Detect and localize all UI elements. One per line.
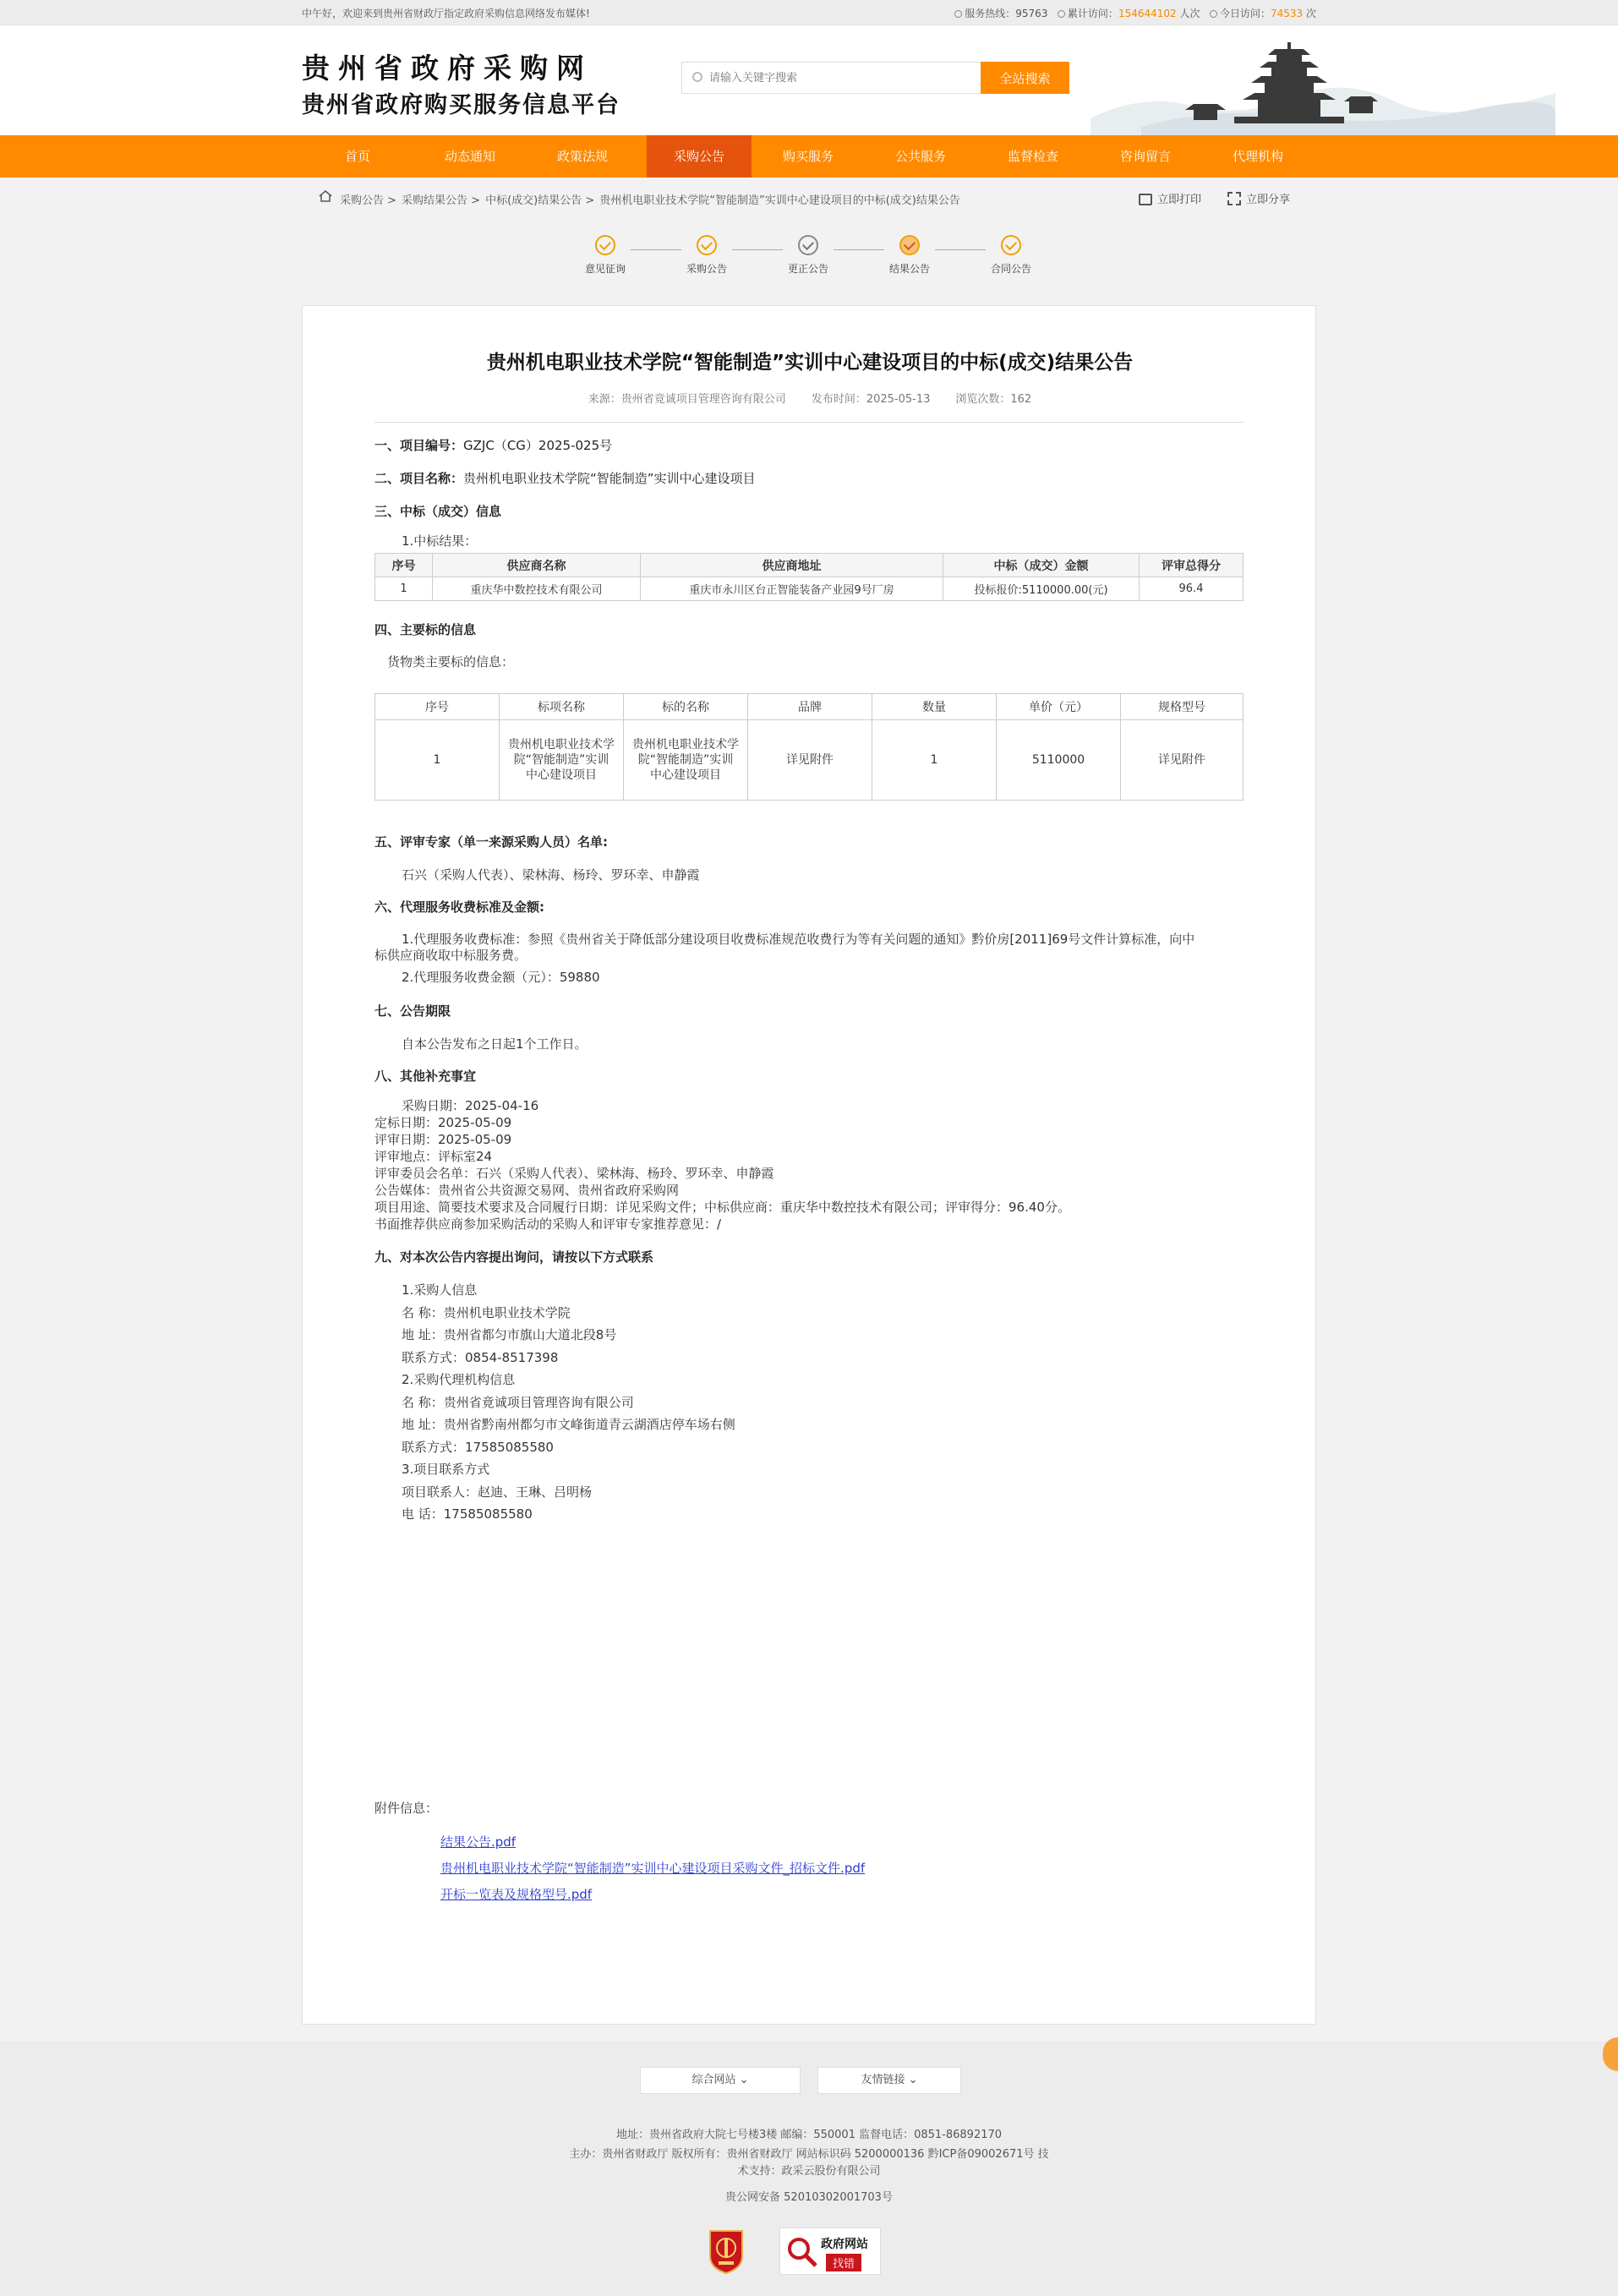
nav-supervision[interactable]: 监督检查 (1007, 149, 1058, 164)
table-cell: 1 (375, 720, 500, 801)
phone-icon (954, 10, 962, 18)
total-visits-label: 累计访问： (1067, 8, 1118, 19)
contact-line: 项目联系人：赵迪、王琳、吕明杨 (402, 1484, 593, 1500)
table-cell: 详见附件 (748, 720, 872, 801)
contact-line: 1.采购人信息 (402, 1282, 478, 1298)
extra-line: 评审地点：评标室24 (374, 1149, 493, 1164)
check-icon (697, 235, 717, 255)
select-label: 友情链接 (861, 2074, 905, 2086)
project-name: 贵州机电职业技术学院“智能制造”实训中心建设项目 (463, 471, 756, 486)
search-box (681, 62, 981, 94)
table-header: 单价（元） (997, 694, 1121, 720)
today-icon (1210, 10, 1217, 18)
table-cell: 1 (872, 720, 997, 801)
step-contract[interactable] (981, 235, 1041, 276)
main-nav (0, 135, 1618, 178)
attachments-label: 附件信息： (374, 1801, 439, 1816)
check-icon (1001, 235, 1021, 255)
section-heading: 九、对本次公告内容提出询问，请按以下方式联系 (374, 1249, 654, 1265)
step-connector (631, 249, 681, 250)
today-visits-label: 今日访问： (1219, 8, 1271, 19)
contact-line: 地 址：贵州省都匀市旗山大道北段8号 (402, 1327, 617, 1342)
section-experts (374, 833, 608, 850)
extra-line: 书面推荐供应商参加采购活动的采购人和评审专家推荐意见：/ (374, 1216, 722, 1232)
step-connector (834, 249, 884, 250)
chevron-down-icon: ⌄ (739, 2074, 749, 2086)
section-heading: 三、中标（成交）信息 (374, 504, 502, 519)
step-announcement[interactable] (677, 235, 736, 276)
table-header-row (375, 694, 1244, 720)
article-title: 贵州机电职业技术学院“智能制造”实训中心建设项目的中标(成交)结果公告 (486, 352, 1134, 374)
nav-home[interactable]: 首页 (344, 149, 370, 164)
attachment-link[interactable]: 结果公告.pdf (440, 1834, 517, 1850)
check-icon (798, 235, 818, 255)
comprehensive-sites-select[interactable] (640, 2067, 801, 2094)
section-award-info (374, 502, 501, 520)
step-connector (732, 249, 783, 250)
table-cell: 贵州机电职业技术学院“智能制造”实训中心建设项目 (500, 720, 624, 801)
top-bar (0, 0, 1618, 25)
table-cell: 重庆华中数控技术有限公司 (433, 577, 641, 601)
section-heading: 四、主要标的信息 (374, 622, 477, 637)
extra-line: 采购日期：2025-04-16 (402, 1098, 539, 1113)
qrcode-icon (1227, 192, 1241, 205)
nav-public[interactable]: 公共服务 (894, 149, 946, 164)
site-logo-title[interactable]: 贵州省政府采购网 (302, 52, 593, 85)
table-row (375, 720, 1244, 801)
table-row (375, 577, 1244, 601)
table-header: 评审总得分 (1140, 554, 1244, 577)
process-steps (0, 235, 1618, 286)
table-header: 中标（成交）金额 (943, 554, 1140, 577)
article-date: 发布时间：2025-05-13 (811, 393, 931, 406)
magnifier-icon (785, 2235, 819, 2269)
breadcrumb-award[interactable]: 中标(成交)结果公告 > (485, 194, 595, 207)
step-correction[interactable] (779, 235, 838, 276)
attachment-link[interactable]: 贵州机电职业技术学院“智能制造”实训中心建设项目采购文件_招标文件.pdf (440, 1861, 866, 1876)
contact-line: 3.项目联系方式 (402, 1462, 490, 1477)
nav-services[interactable]: 购买服务 (782, 149, 834, 164)
contact-line: 电 话：17585085580 (402, 1506, 533, 1522)
step-label: 更正公告 (787, 263, 828, 275)
fee-amount: 2.代理服务收费金额（元）：59880 (402, 970, 600, 985)
total-visits: 154644102 (1118, 8, 1177, 19)
chart-icon (1058, 10, 1065, 18)
badge-subtitle: 找错 (826, 2254, 861, 2271)
table-cell: 5110000 (997, 720, 1121, 801)
friend-links-select[interactable] (817, 2067, 961, 2094)
section-extra (374, 1067, 476, 1085)
table-cell: 96.4 (1140, 577, 1244, 601)
search-button[interactable]: 全站搜索 (981, 62, 1069, 94)
extra-line: 评审委员会名单：石兴（采购人代表）、梁林海、杨玲、罗环幸、申静霞 (374, 1166, 774, 1181)
section-heading: 二、项目名称： (374, 471, 464, 486)
breadcrumb (302, 179, 1316, 216)
contact-line: 名 称：贵州机电职业技术学院 (402, 1305, 571, 1320)
table-header: 序号 (375, 554, 433, 577)
table-header: 标的名称 (624, 694, 748, 720)
extra-line: 评审日期：2025-05-09 (374, 1132, 512, 1147)
step-label: 结果公告 (888, 263, 930, 275)
party-government-emblem[interactable] (707, 2228, 746, 2275)
table-header: 供应商地址 (641, 554, 943, 577)
table-cell: 详见附件 (1121, 720, 1244, 801)
breadcrumb-current: 贵州机电职业技术学院“智能制造”实训中心建设项目的中标(成交)结果公告 (599, 194, 960, 207)
search-icon (692, 72, 702, 82)
chevron-down-icon: ⌄ (908, 2074, 918, 2086)
check-icon (899, 235, 920, 255)
article-views: 浏览次数：162 (955, 393, 1032, 406)
section-project-number (374, 436, 612, 454)
today-visits-unit: 次 (1305, 8, 1316, 19)
experts-list: 石兴（采购人代表）、梁林海、杨玲、罗环幸、申静霞 (402, 867, 700, 883)
divider (374, 422, 1244, 423)
print-label: 立即打印 (1157, 194, 1202, 206)
goods-label: 货物类主要标的信息： (387, 654, 515, 670)
nav-policy[interactable]: 政策法规 (556, 149, 608, 164)
attachment-link[interactable]: 开标一览表及规格型号.pdf (440, 1887, 593, 1902)
section-period (374, 1002, 451, 1020)
extra-line: 公告媒体：贵州省公共资源交易网、贵州省政府采购网 (374, 1183, 680, 1198)
contact-line: 联系方式：17585085580 (402, 1440, 554, 1455)
footer-police: 贵公网安备 52010302001703号 (725, 2191, 893, 2204)
today-visits: 74533 (1270, 8, 1304, 19)
article-meta (303, 390, 1317, 406)
section-main-items (374, 620, 476, 638)
badge-title: 政府网站 (821, 2238, 868, 2251)
section-contacts (374, 1248, 653, 1266)
award-table (374, 553, 1244, 601)
hotline-number: 95763 (1015, 8, 1048, 19)
share-label: 立即分享 (1246, 194, 1291, 206)
contact-line: 联系方式：0854-8517398 (402, 1350, 559, 1365)
table-header: 序号 (375, 694, 500, 720)
home-icon[interactable] (319, 190, 332, 202)
table-cell: 重庆市永川区台正智能装备产业园9号厂房 (641, 577, 943, 601)
nav-procurement[interactable]: 采购公告 (647, 135, 752, 178)
print-button[interactable] (1139, 190, 1201, 206)
nav-agencies[interactable]: 代理机构 (1232, 149, 1283, 164)
article-card (302, 305, 1316, 2025)
table-header-row (375, 554, 1244, 577)
website-error-report-badge[interactable] (779, 2228, 881, 2275)
footer-tech: 术支持：政采云股份有限公司 (737, 2165, 881, 2178)
step-label: 意见征询 (584, 263, 626, 275)
site-footer (0, 2042, 1618, 2296)
pagoda-illustration (1091, 25, 1555, 135)
contact-line: 名 称：贵州省竟诚项目管理咨询有限公司 (402, 1395, 634, 1410)
contact-line: 地 址：贵州省黔南州都匀市文峰街道青云湖酒店停车场右侧 (402, 1417, 735, 1432)
select-label: 综合网站 (691, 2074, 736, 2086)
site-logo-subtitle[interactable]: 贵州省政府购买服务信息平台 (302, 92, 620, 118)
footer-address: 地址：贵州省政府大院七号楼3楼 邮编：550001 监督电话：0851-86892170 (615, 2129, 1003, 2141)
section-heading: 七、公告期限 (374, 1003, 451, 1019)
contact-line: 2.采购代理机构信息 (402, 1372, 516, 1387)
hotline-label: 服务热线： (965, 8, 1016, 19)
visit-stats (954, 6, 1316, 20)
table-header: 数量 (872, 694, 997, 720)
breadcrumb-results[interactable]: 采购结果公告 > (402, 194, 481, 207)
section-fees (374, 898, 544, 916)
printer-icon (1139, 194, 1152, 205)
step-result[interactable] (880, 235, 939, 276)
section-heading: 六、代理服务收费标准及金额: (374, 899, 544, 915)
section-heading: 八、其他补充事宜 (374, 1069, 477, 1084)
check-icon (595, 235, 615, 255)
nav-news[interactable]: 动态通知 (444, 149, 495, 164)
section-heading: 五、评审专家（单一来源采购人员）名单: (374, 834, 609, 850)
section-heading: 一、项目编号： (374, 438, 464, 453)
section-project-name (374, 469, 756, 487)
table-header: 品牌 (748, 694, 872, 720)
fee-standard-cont: 标供应商收取中标服务费。 (374, 948, 527, 963)
step-connector (935, 249, 986, 250)
site-header (0, 25, 1618, 135)
project-number: GZJC（CG）2025-025号 (463, 438, 613, 453)
greeting-text: 中午好，欢迎来到贵州省财政厅指定政府采购信息网络发布媒体! (302, 8, 590, 19)
extra-line: 项目用途、简要技术要求及合同履行日期：详见采购文件；中标供应商：重庆华中数控技术有限公司；评审得分：96.40分。 (374, 1200, 1070, 1215)
breadcrumb-procurement[interactable]: 采购公告 > (340, 194, 397, 207)
table-cell: 1 (375, 577, 433, 601)
search-input[interactable] (709, 63, 971, 93)
items-table (374, 693, 1244, 801)
step-consultation[interactable] (576, 235, 635, 276)
footer-host: 主办：贵州省财政厅 版权所有：贵州省财政厅 网站标识码 5200000136 黔ICP备09002671号 技 (569, 2148, 1049, 2161)
step-label: 合同公告 (990, 263, 1031, 275)
table-header: 标项名称 (500, 694, 624, 720)
article-source: 来源：贵州省竟诚项目管理咨询有限公司 (588, 393, 786, 406)
fee-standard: 1.代理服务收费标准：参照《贵州省关于降低部分建设项目收费标准规范收费行为等有关问题的通知》黔价房[2011]69号文件计算标准，向中 (402, 932, 1195, 947)
share-button[interactable] (1227, 190, 1290, 206)
table-cell: 投标报价:5110000.00(元) (943, 577, 1140, 601)
step-label: 采购公告 (686, 263, 727, 275)
table-header: 规格型号 (1121, 694, 1244, 720)
table-header: 供应商名称 (433, 554, 641, 577)
nav-consult[interactable]: 咨询留言 (1119, 149, 1171, 164)
extra-line: 定标日期：2025-05-09 (374, 1115, 512, 1130)
result-label: 1.中标结果： (402, 533, 478, 549)
total-visits-unit: 人次 (1179, 8, 1200, 19)
period-text: 自本公告发布之日起1个工作日。 (402, 1036, 588, 1052)
table-cell: 贵州机电职业技术学院“智能制造”实训中心建设项目 (624, 720, 748, 801)
